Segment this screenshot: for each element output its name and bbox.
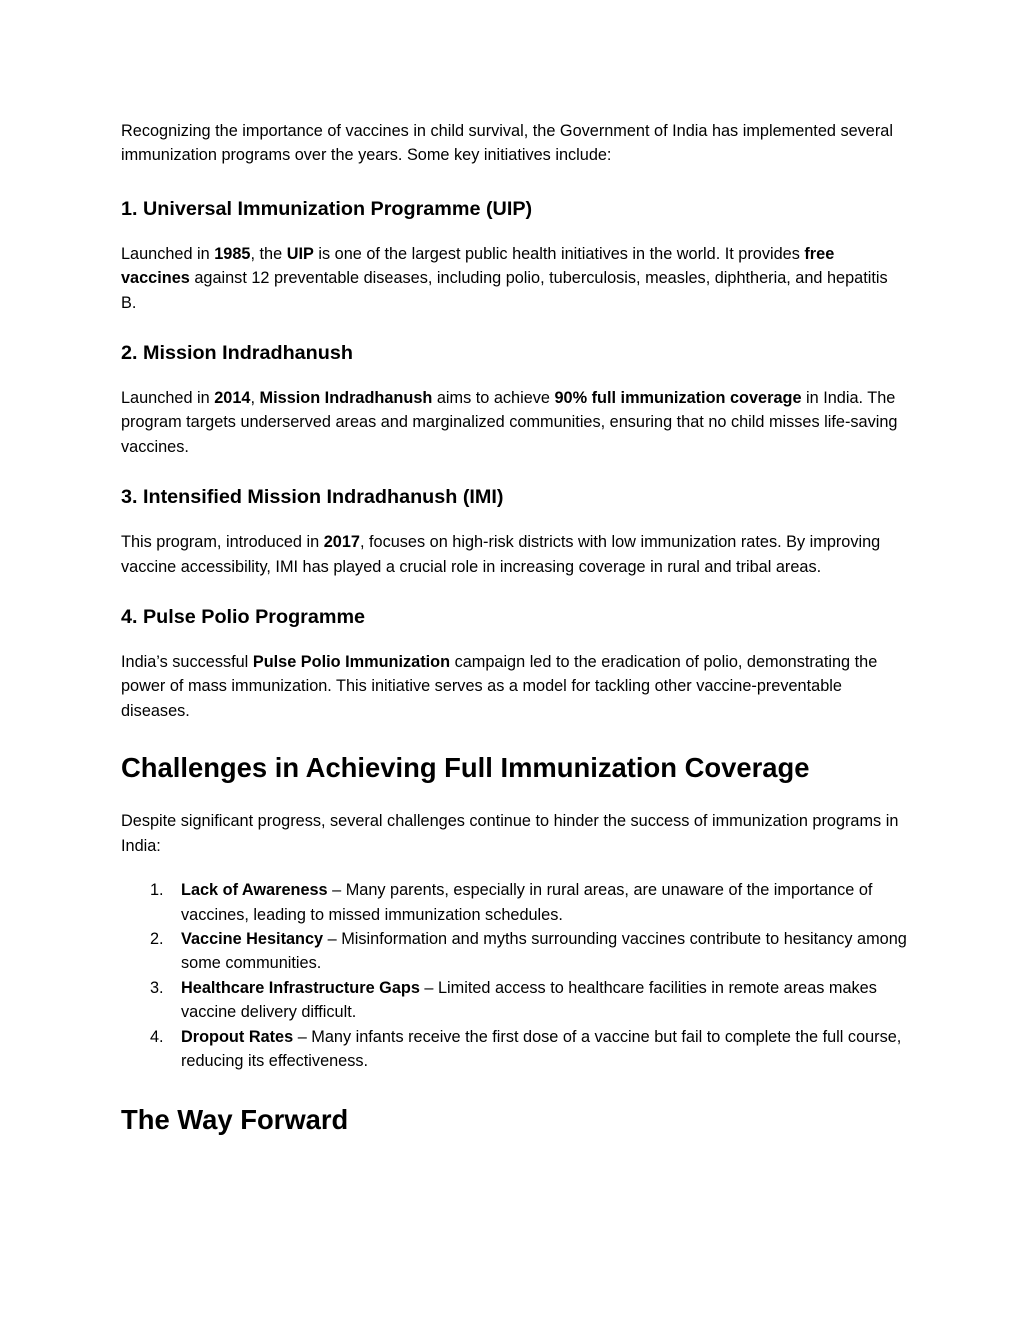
mi-year: 2014 xyxy=(214,389,251,408)
uip-paragraph xyxy=(121,242,907,315)
ppp-campaign-name: Pulse Polio Immunization xyxy=(252,653,451,672)
imi-paragraph xyxy=(121,530,907,579)
list-term: Healthcare Infrastructure Gaps xyxy=(181,978,420,997)
uip-year: 1985 xyxy=(214,244,251,263)
list-number: 3. xyxy=(150,978,164,997)
mi-name: Mission Indradhanush xyxy=(259,389,433,408)
challenges-intro: Despite significant progress, several challenges continue to hinder the success of immunization programs in India: xyxy=(121,812,899,855)
mi-coverage-goal: 90% full immunization coverage xyxy=(554,389,802,408)
imi-text-2: , focuses on high-risk districts with low immunization rates. By improving vaccine accessibility, IMI has played a crucial role in increasing coverage in rural and tribal areas. xyxy=(121,533,881,576)
mi-text-2: , xyxy=(250,389,260,408)
ppp-text-1: India’s successful xyxy=(121,653,253,672)
pulse-polio-paragraph xyxy=(121,650,907,723)
list-item xyxy=(121,976,907,1025)
mi-text-1: Launched in xyxy=(121,389,215,408)
list-term: Vaccine Hesitancy xyxy=(181,929,324,948)
challenges-heading: Challenges in Achieving Full Immunization Coverage xyxy=(121,752,810,784)
list-text: – Many infants receive the first dose of a vaccine but fail to complete the full course, reducing its effectiveness. xyxy=(181,1027,902,1070)
imi-year: 2017 xyxy=(323,533,360,552)
list-text: – Misinformation and myths surrounding vaccines contribute to hesitancy among some communities. xyxy=(181,929,907,973)
list-text: – Limited access to healthcare facilities in remote areas makes vaccine delivery difficult. xyxy=(181,978,877,1022)
mi-text-4: in India. The program targets underserved areas and marginalized communities, ensuring that no child misses life-saving vaccines. xyxy=(121,389,898,456)
ppp-text-2: campaign led to the eradication of polio, demonstrating the power of mass immunization. This initiative serves as a model for tackling other vaccine-preventable diseases. xyxy=(121,653,878,720)
uip-text-4: against 12 preventable diseases, including polio, tuberculosis, measles, diphtheria, and hepatitis B. xyxy=(121,269,888,312)
pulse-polio-heading: 4. Pulse Polio Programme xyxy=(121,606,366,629)
way-forward-heading: The Way Forward xyxy=(121,1104,349,1136)
uip-acronym: UIP xyxy=(286,244,314,263)
list-item xyxy=(121,1025,907,1074)
list-item xyxy=(121,927,907,976)
uip-text-2: , the xyxy=(250,244,287,263)
list-number: 1. xyxy=(150,881,164,900)
uip-text-1: Launched in xyxy=(121,244,215,263)
uip-text-3: is one of the largest public health initiatives in the world. It provides xyxy=(313,244,805,263)
list-text: – Many parents, especially in rural areas, are unaware of the importance of vaccines, leading to missed immunization schedules. xyxy=(181,881,873,924)
mi-text-3: aims to achieve xyxy=(432,389,555,408)
list-term: Lack of Awareness xyxy=(181,881,328,900)
imi-text-1: This program, introduced in xyxy=(121,533,324,552)
intro-paragraph: Recognizing the importance of vaccines in child survival, the Government of India has implemented several immunization programs over the years. Some key initiatives include: xyxy=(121,122,893,165)
list-item xyxy=(121,878,907,927)
mission-indradhanush-paragraph xyxy=(121,386,907,459)
imi-heading: 3. Intensified Mission Indradhanush (IMI) xyxy=(121,486,504,509)
uip-heading: 1. Universal Immunization Programme (UIP) xyxy=(121,197,533,220)
challenges-list xyxy=(121,878,907,1073)
list-number: 4. xyxy=(150,1027,164,1046)
list-term: Dropout Rates xyxy=(181,1027,294,1046)
uip-free-vaccines: free vaccines xyxy=(121,244,835,288)
list-number: 2. xyxy=(150,929,164,948)
mission-indradhanush-heading: 2. Mission Indradhanush xyxy=(121,342,353,365)
document-page xyxy=(121,119,907,1137)
